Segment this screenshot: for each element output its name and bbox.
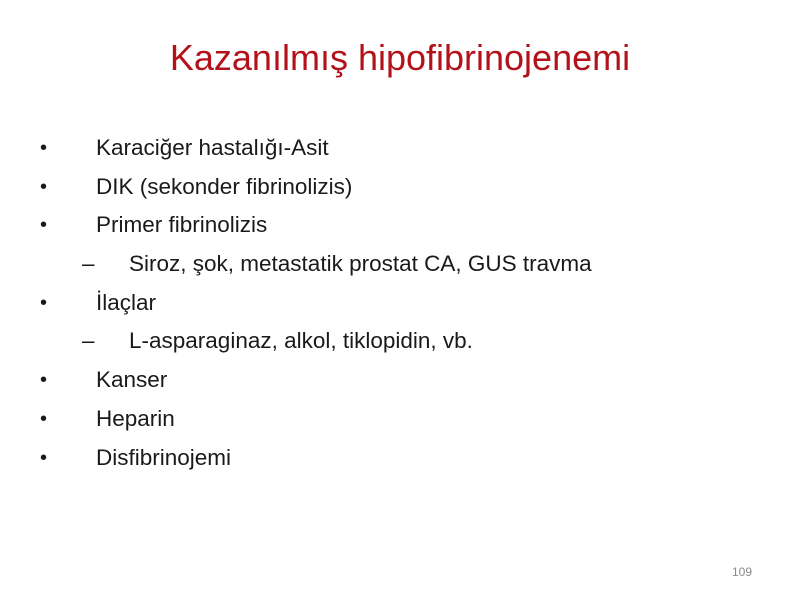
bullet-text: Kanser xyxy=(96,367,168,393)
bullet-dot-icon: • xyxy=(40,369,48,392)
sub-bullet-text: L-asparaginaz, alkol, tiklopidin, vb. xyxy=(129,328,473,354)
sub-bullet-item-causes xyxy=(0,245,800,284)
slide-title: Kazanılmış hipofibrinojenemi xyxy=(169,37,631,78)
bullet-text: Heparin xyxy=(96,405,175,431)
bullet-dot-icon: • xyxy=(40,407,48,430)
bullet-list xyxy=(0,129,800,477)
bullet-item-drugs xyxy=(0,284,800,323)
bullet-item-dysfibrinogenemia xyxy=(0,439,800,478)
bullet-dot-icon: • xyxy=(40,175,48,198)
sub-bullet-item-drug-list xyxy=(0,322,800,361)
bullet-text: Primer fibrinolizis xyxy=(96,212,268,238)
bullet-dot-icon: • xyxy=(40,137,48,159)
bullet-text: İlaçlar xyxy=(96,289,157,315)
page-number: 109 xyxy=(731,565,752,579)
bullet-item-heparin xyxy=(0,400,800,439)
bullet-text: DIK (sekonder fibrinolizis) xyxy=(96,173,353,199)
bullet-item-liver-disease xyxy=(0,129,800,168)
bullet-text: Disfibrinojemi xyxy=(96,444,232,470)
bullet-dot-icon: • xyxy=(40,446,48,469)
bullet-dot-icon: • xyxy=(40,214,48,237)
bullet-text: Karaciğer hastalığı-Asit xyxy=(96,135,329,160)
sub-bullet-text: Siroz, şok, metastatik prostat CA, GUS travma xyxy=(129,251,592,277)
dash-icon: – xyxy=(82,251,95,277)
bullet-item-primary-fibrinolysis xyxy=(0,206,800,245)
bullet-item-cancer xyxy=(0,361,800,400)
dash-icon: – xyxy=(82,328,95,354)
bullet-dot-icon: • xyxy=(40,291,48,314)
bullet-item-dic xyxy=(0,168,800,207)
